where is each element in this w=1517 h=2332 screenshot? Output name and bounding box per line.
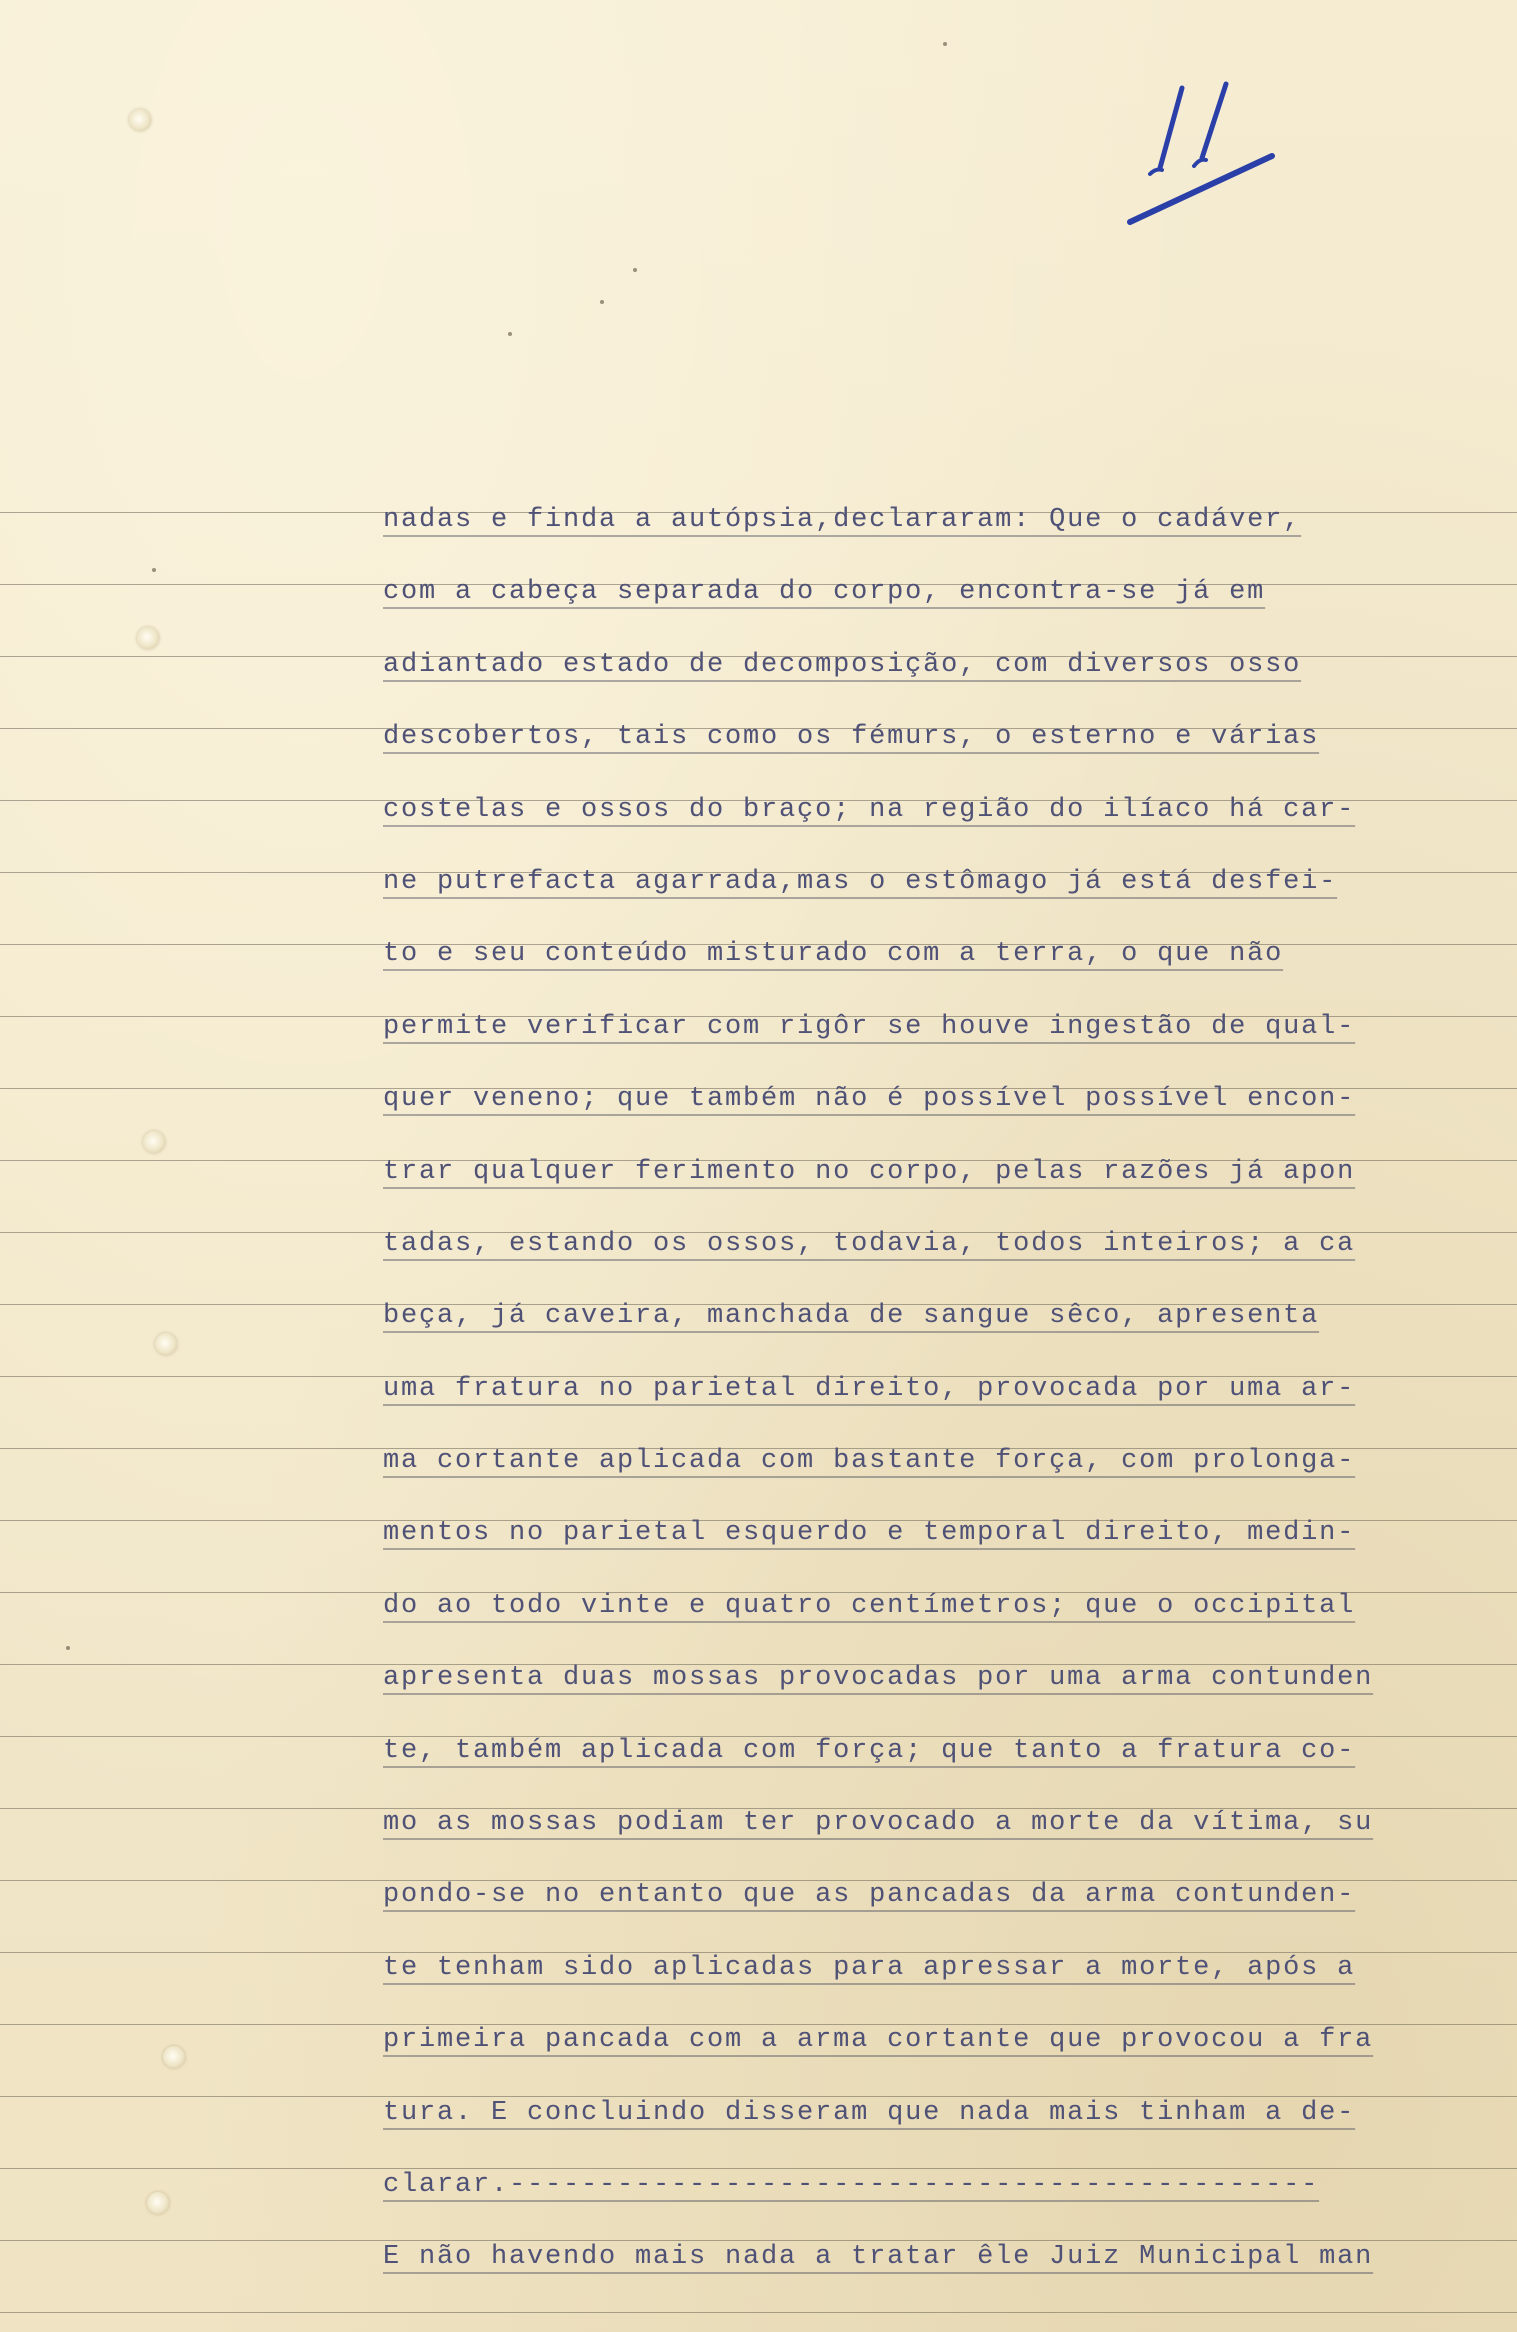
text-line: tadas, estando os ossos, todavia, todos inteiros; a ca xyxy=(383,1228,1356,1259)
text-line: nadas e finda a autópsia,declararam: Que o cadáver, xyxy=(383,505,1302,535)
ink-speck xyxy=(943,42,947,46)
text-line: to e seu conteúdo misturado com a terra, o que não xyxy=(383,939,1284,970)
binding-hole xyxy=(147,2192,169,2214)
text-line: beça, já caveira, manchada de sangue sêco, apresenta xyxy=(383,1301,1320,1332)
binding-hole xyxy=(137,627,159,649)
ink-speck xyxy=(152,568,156,572)
text-line: mo as mossas podiam ter provocado a morte da vítima, su xyxy=(383,1808,1374,1839)
text-line: descobertos, tais como os fémurs, o esterno e várias xyxy=(383,722,1320,753)
typewritten-text xyxy=(383,484,1493,2294)
text-line: te, também aplicada com força; que tanto a fratura co- xyxy=(383,1735,1356,1766)
text-line: uma fratura no parietal direito, provocada por uma ar- xyxy=(383,1373,1356,1404)
binding-hole xyxy=(129,109,151,131)
text-line: com a cabeça separada do corpo, encontra-se já em xyxy=(383,577,1266,608)
text-line: do ao todo vinte e quatro centímetros; que o occipital xyxy=(383,1590,1356,1621)
text-line: ne putrefacta agarrada,mas o estômago já está desfei- xyxy=(383,866,1338,897)
text-line: permite verificar com rigôr se houve ingestão de qual- xyxy=(383,1011,1356,1042)
ink-speck xyxy=(66,1646,70,1650)
text-line: E não havendo mais nada a tratar êle Juiz Municipal man xyxy=(383,2242,1374,2273)
binding-hole xyxy=(155,1333,177,1355)
binding-hole xyxy=(143,1131,165,1153)
folio-number xyxy=(1122,70,1302,230)
text-line: clarar.--------------------------------------------- xyxy=(383,2169,1320,2200)
text-line: te tenham sido aplicadas para apressar a morte, após a xyxy=(383,1952,1356,1983)
ruled-line xyxy=(0,2312,1517,2313)
text-line: ma cortante aplicada com bastante força, com prolonga- xyxy=(383,1446,1356,1477)
text-line: adiantado estado de decomposição, com diversos osso xyxy=(383,649,1302,680)
ink-speck xyxy=(633,268,637,272)
text-line: costelas e ossos do braço; na região do ilíaco há car- xyxy=(383,794,1356,825)
text-line: primeira pancada com a arma cortante que provocou a fra xyxy=(383,2025,1374,2056)
text-line: apresenta duas mossas provocadas por uma arma contunden xyxy=(383,1663,1374,1694)
text-line: trar qualquer ferimento no corpo, pelas razões já apon xyxy=(383,1156,1356,1187)
text-line: tura. E concluindo disseram que nada mais tinham a de- xyxy=(383,2097,1356,2128)
binding-hole xyxy=(163,2046,185,2068)
text-line: pondo-se no entanto que as pancadas da arma contunden- xyxy=(383,1880,1356,1911)
text-line: mentos no parietal esquerdo e temporal direito, medin- xyxy=(383,1518,1356,1549)
ink-speck xyxy=(600,300,604,304)
ink-speck xyxy=(508,332,512,336)
text-line: quer veneno; que também não é possível possível encon- xyxy=(383,1084,1356,1115)
